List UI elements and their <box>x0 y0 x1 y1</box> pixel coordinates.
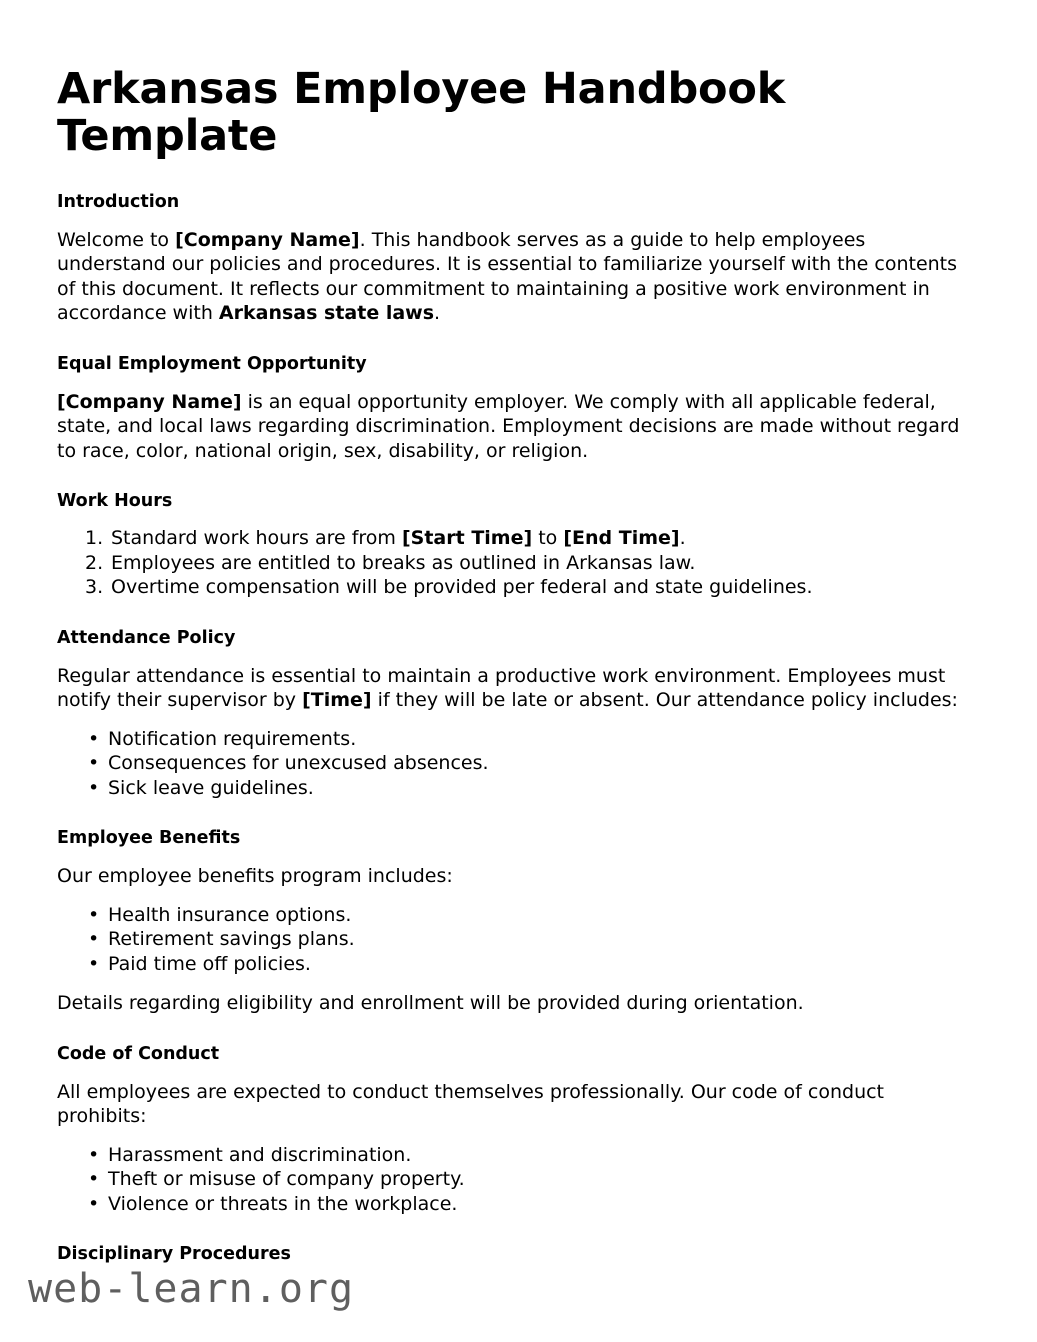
attendance-item-2: Consequences for unexcused absences. <box>108 752 489 775</box>
list-item <box>57 727 977 752</box>
list-item <box>57 751 977 776</box>
list-item <box>57 952 977 977</box>
watermark-web-learn-org: web-learn.org <box>28 1266 355 1312</box>
list-item <box>57 927 977 952</box>
conduct-item-2: Theft or misuse of company property. <box>108 1168 465 1191</box>
attendance-policy-list <box>57 713 977 801</box>
attendance-text-part-1: Regular attendance is essential to maintain a productive work environment. Employees must notify their supervisor by <box>57 664 946 712</box>
code-of-conduct-paragraph: All employees are expected to conduct themselves professionally. Our code of conduct prohibits: <box>57 1080 885 1128</box>
section-heading-introduction: Introduction <box>57 191 180 212</box>
work-hours-item-1-part-1: Standard work hours are from <box>111 527 402 550</box>
section-heading-code-of-conduct: Code of Conduct <box>57 1043 220 1064</box>
benefits-item-3: Paid time off policies. <box>108 952 311 975</box>
section-heading-work-hours: Work Hours <box>57 491 173 512</box>
work-hours-list <box>57 512 977 600</box>
code-of-conduct-list <box>57 1129 977 1217</box>
section-heading-attendance-policy: Attendance Policy <box>57 627 236 648</box>
work-hours-item-1-part-2: to <box>532 527 564 550</box>
attendance-policy-paragraph <box>57 649 977 713</box>
section-heading-disciplinary-procedures: Disciplinary Procedures <box>57 1244 291 1265</box>
work-hours-item-2: Employees are entitled to breaks as outlined in Arkansas law. <box>111 551 696 574</box>
benefits-item-2: Retirement savings plans. <box>108 928 355 951</box>
list-item <box>57 1192 977 1217</box>
list-item <box>57 1167 977 1192</box>
intro-text-part-3: . <box>434 302 441 325</box>
intro-company-name-placeholder: [Company Name] <box>175 228 360 251</box>
attendance-text-part-2: if they will be late or absent. Our attendance policy includes: <box>371 689 958 712</box>
list-item <box>57 776 977 801</box>
list-item <box>57 903 977 928</box>
work-hours-item-3: Overtime compensation will be provided per federal and state guidelines. <box>111 576 813 599</box>
employee-benefits-intro-paragraph: Our employee benefits program includes: <box>57 865 453 888</box>
attendance-item-1: Notification requirements. <box>108 727 357 750</box>
introduction-paragraph <box>57 213 977 326</box>
eeo-company-name-placeholder: [Company Name] <box>57 390 242 413</box>
eeo-text-part-1: is an equal opportunity employer. We comply with all applicable federal, state, and local laws regarding discrimination. Employment decisions are made without regard to race, color, national origin, sex, disability, or religion. <box>57 390 960 462</box>
list-item <box>57 526 977 551</box>
benefits-item-1: Health insurance options. <box>108 903 352 926</box>
employee-benefits-list <box>57 889 977 977</box>
work-hours-end-time-placeholder: [End Time] <box>563 527 680 550</box>
work-hours-item-1-part-3: . <box>679 527 686 550</box>
conduct-item-3: Violence or threats in the workplace. <box>108 1192 458 1215</box>
attendance-time-placeholder: [Time] <box>302 689 372 712</box>
intro-text-part-1: Welcome to <box>57 228 176 251</box>
section-heading-employee-benefits: Employee Benefits <box>57 828 241 849</box>
intro-arkansas-state-laws: Arkansas state laws <box>218 302 435 325</box>
list-item <box>57 1143 977 1168</box>
eeo-paragraph <box>57 375 977 464</box>
attendance-item-3: Sick leave guidelines. <box>108 776 314 799</box>
list-item <box>57 551 977 576</box>
page-title: Arkansas Employee Handbook Template <box>57 64 786 162</box>
section-heading-equal-employment-opportunity: Equal Employment Opportunity <box>57 353 367 374</box>
conduct-item-1: Harassment and discrimination. <box>108 1143 412 1166</box>
work-hours-start-time-placeholder: [Start Time] <box>401 527 533 550</box>
employee-benefits-closing-paragraph: Details regarding eligibility and enrollment will be provided during orientation. <box>57 992 804 1015</box>
intro-text-part-2: . This handbook serves as a guide to help employees understand our policies and procedures. It is essential to familiarize yourself with the contents of this document. It reflects our commitment to maintaining a positive work environment in accordance with <box>57 228 958 325</box>
list-item <box>57 575 977 600</box>
